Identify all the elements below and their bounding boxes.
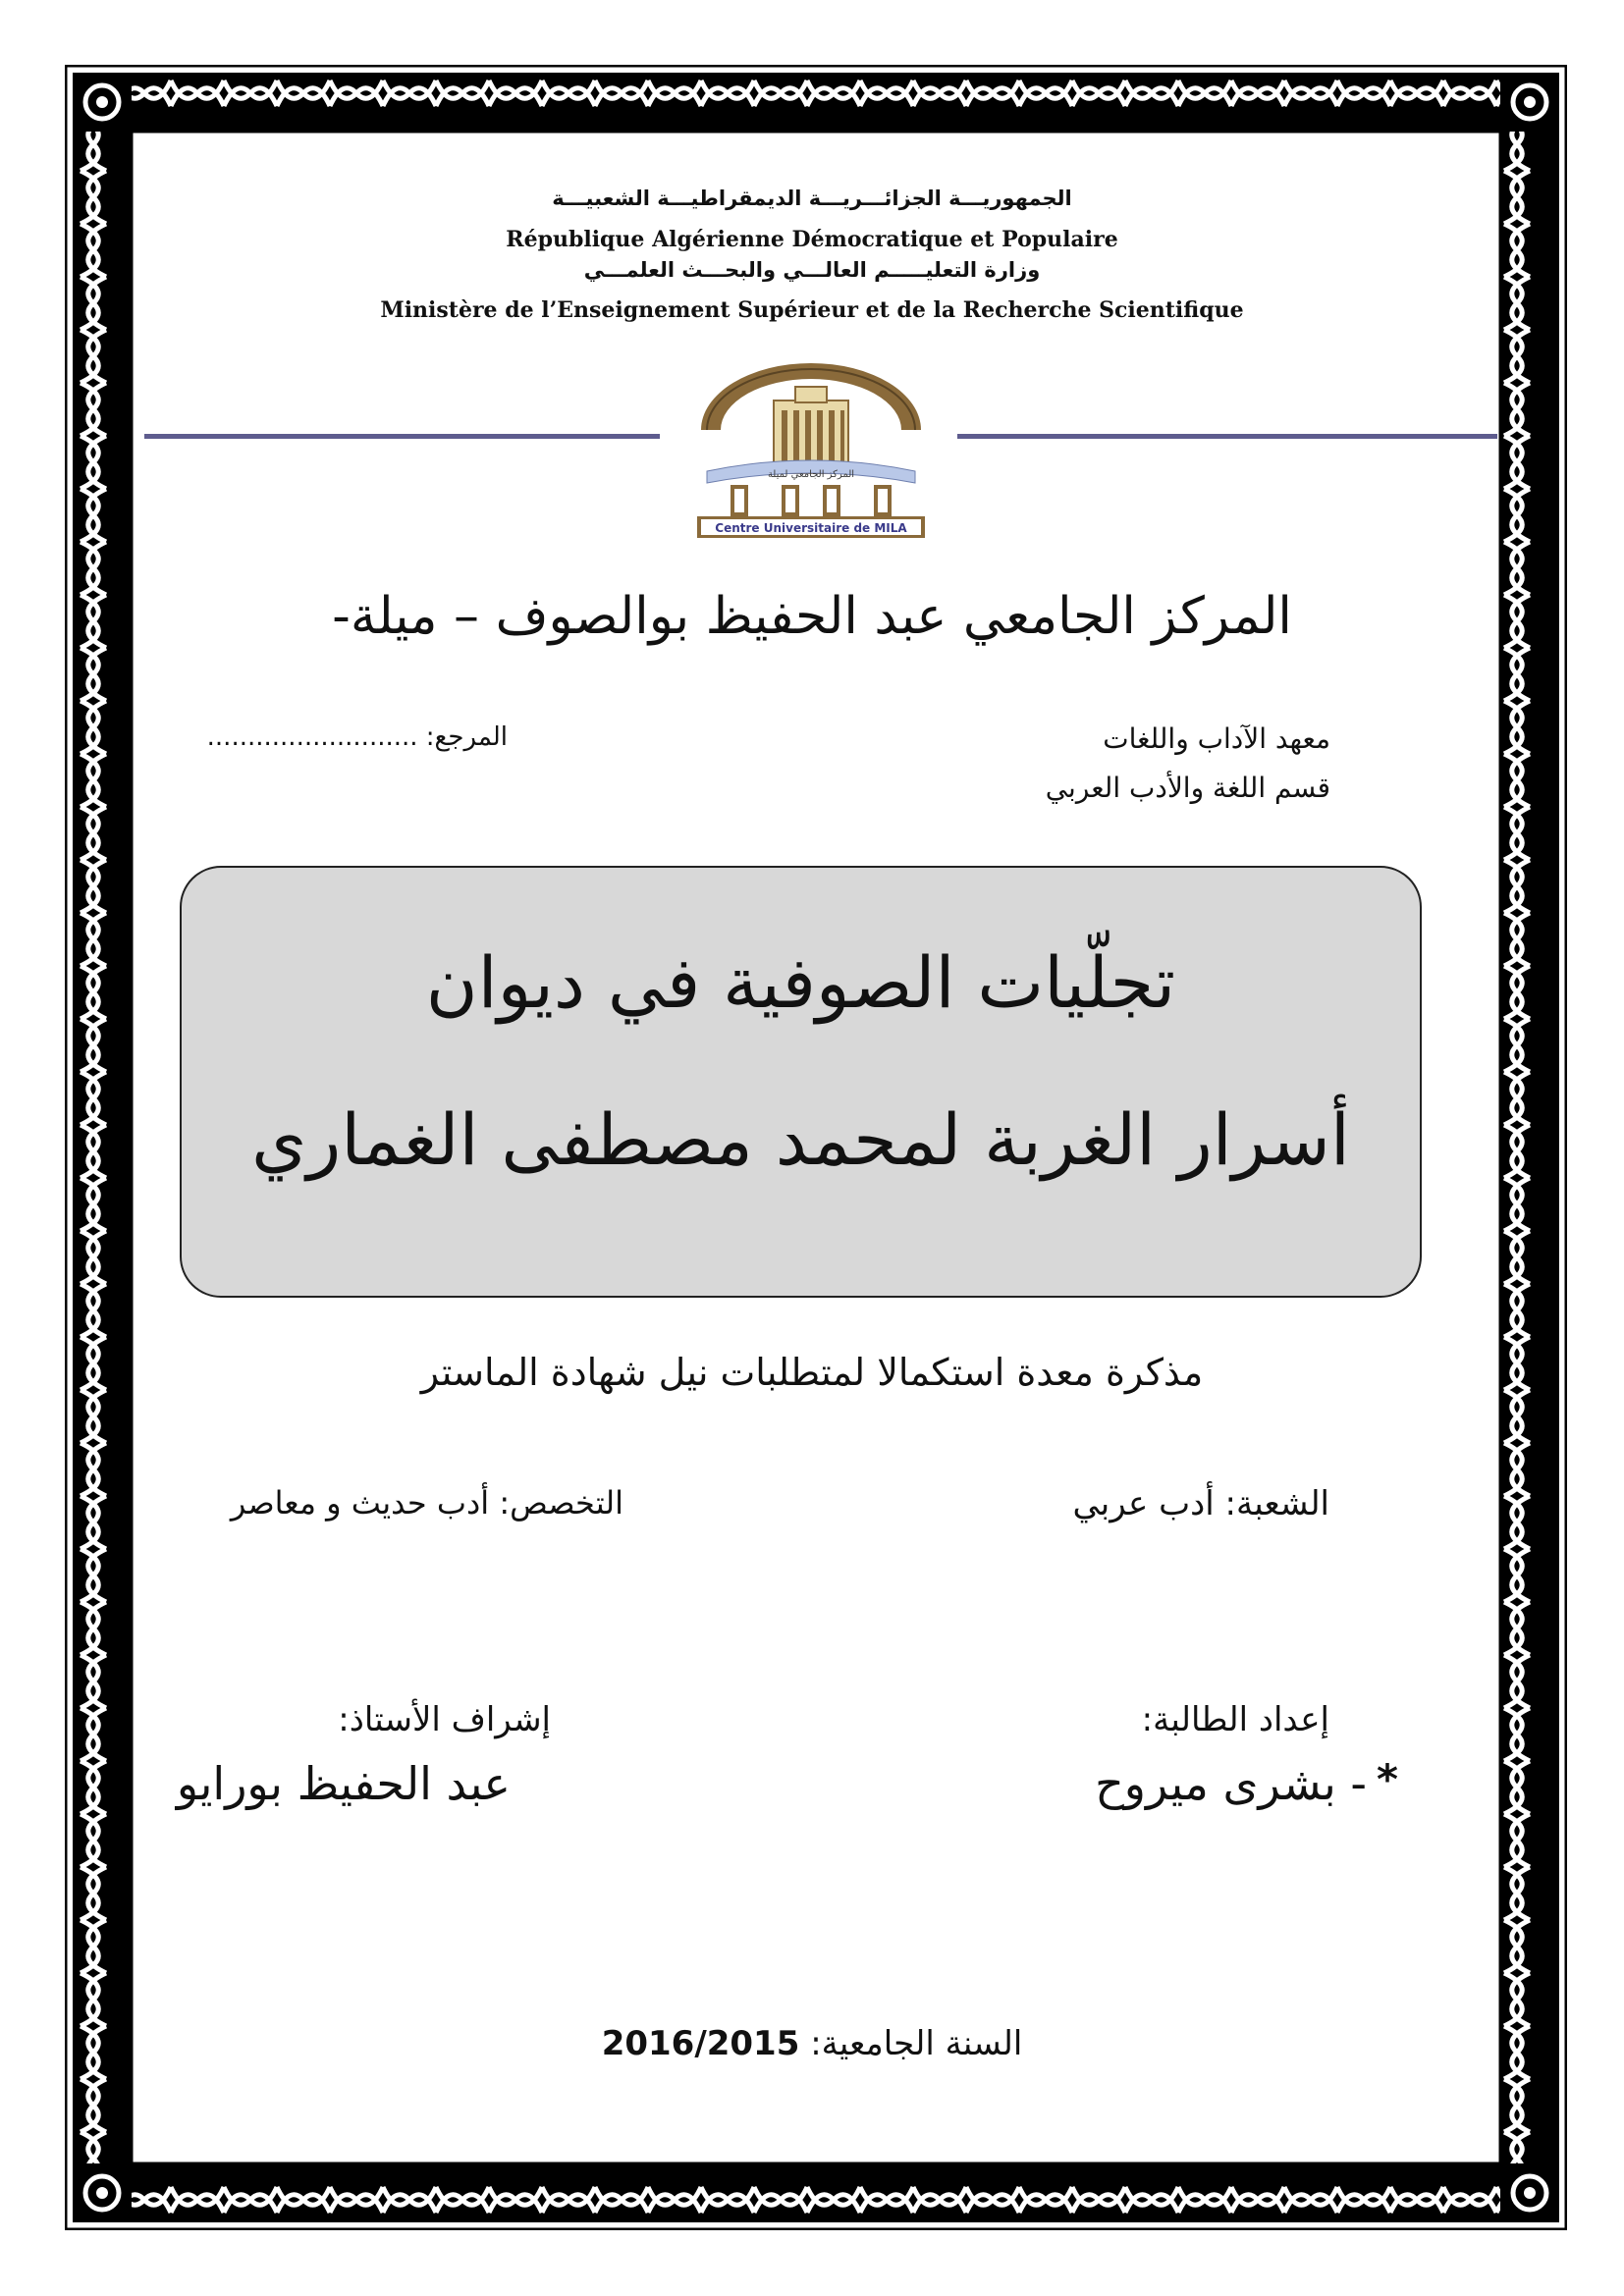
academic-year-line [419,2024,1205,2063]
right-horizontal-rule [957,434,1497,439]
specialty-field: التخصص: أدب حديث و معاصر [230,1484,623,1522]
republic-french: République Algérienne Démocratique et Populaire [506,227,1118,252]
reference-field: المرجع: .......................... [206,722,508,752]
thesis-title-box [180,866,1422,1298]
supervisor-label: إشراف الأستاذ: [338,1700,551,1739]
ministry-arabic: وزارة التعليـــــم العالـــي والبحـــث العلمـــي [583,258,1041,282]
left-horizontal-rule [144,434,660,439]
branch-field: الشعبة: أدب عربي [1072,1484,1329,1523]
logo-band-text: المركز الجامعي لميلة [767,469,855,480]
university-name: المركز الجامعي عبد الحفيظ بوالصوف – ميلة- [332,587,1292,646]
student-bullet: * [1377,1755,1398,1803]
academic-year-value: 2016/2015 [601,2024,800,2063]
department-name: قسم اللغة والأدب العربي [1045,772,1330,804]
logo-caption: Centre Universitaire de MILA [715,521,907,535]
student-name: - بشرى ميروح [1095,1757,1367,1810]
republic-arabic: الجمهوريـــة الجزائـــريـــة الديمقراطيـــة الشعبيـــة [552,187,1072,210]
academic-year-label: السنة الجامعية: [810,2024,1023,2063]
thesis-title-line-1: تجلّيات الصوفية في ديوان [425,941,1176,1024]
memo-description: مذكرة معدة استكمالا لمتطلبات نيل شهادة الماستر [420,1351,1204,1394]
university-logo [693,361,929,540]
supervisor-name: عبد الحفيظ بورايو [176,1757,511,1810]
institute-name: معهد الآداب واللغات [1103,722,1330,755]
student-label: إعداد الطالبة: [1141,1700,1329,1739]
thesis-title-line-2: أسرار الغربة لمحمد مصطفى الغماري [251,1098,1350,1181]
ministry-french: Ministère de l’Enseignement Supérieur et de la Recherche Scientifique [380,297,1244,323]
